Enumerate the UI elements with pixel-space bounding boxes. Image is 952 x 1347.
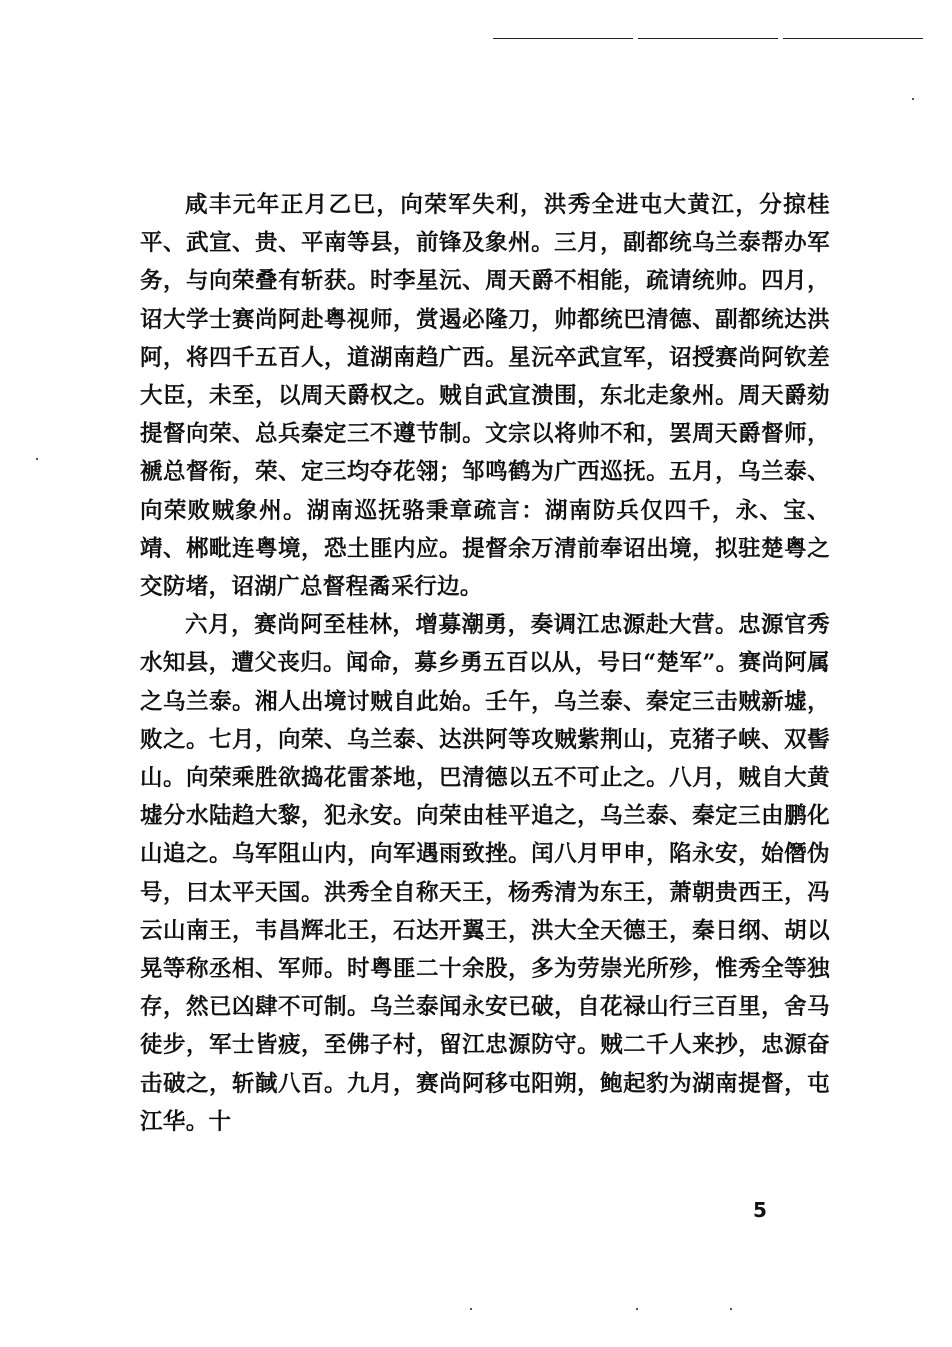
scan-speck [912,98,914,100]
header-rule-middle [638,38,778,39]
paragraph-1: 咸丰元年正月乙巳，向荣军失利，洪秀全进屯大黄江，分掠桂平、武宣、贵、平南等县，前锋及象州。三月，副都统乌兰泰帮办军务，与向荣叠有斩获。时李星沅、周天爵不相能，疏请统帅。四月，诏大学士赛尚阿赴粤视师，赏遏必隆刀，帅都统巴清德、副都统达洪阿，将四千五百人，道湖南趋广西。星沅卒武宣军，诏授赛尚阿钦差大臣，未至，以周天爵权之。贼自武宣溃围，东北走象州。周天爵劾提督向荣、总兵秦定三不遵节制。文宗以将帅不和，罢周天爵督师，褫总督衔，荣、定三均夺花翎；邹鸣鹤为广西巡抚。五月，乌兰泰、向荣败贼象州。湖南巡抚骆秉章疏言：湖南防兵仅四千，永、宝、靖、郴毗连粤境，恐土匪内应。提督余万清前奉诏出境，拟驻楚粤之交防堵，诏湖广总督程矞采行边。 [140,192,830,601]
page-number: 5 [753,1198,767,1222]
scan-speck [636,1308,638,1310]
scan-speck [470,1308,472,1310]
scan-speck [36,458,38,460]
header-rule-right [783,38,923,39]
body-text [140,186,830,1141]
paragraph-2: 六月，赛尚阿至桂林，增募潮勇，奏调江忠源赴大营。忠源官秀水知县，遭父丧归。闻命，募乡勇五百以从，号曰“楚军”。赛尚阿属之乌兰泰。湘人出境讨贼自此始。壬午，乌兰泰、秦定三击贼新墟，败之。七月，向荣、乌兰泰、达洪阿等攻贼紫荆山，克猪子峡、双髻山。向荣乘胜欲捣花雷茶地，巴清德以五不可止之。八月，贼自大黄墟分水陆趋大黎，犯永安。向荣由桂平追之，乌兰泰、秦定三由鹏化山追之。乌军阻山内，向军遇雨致挫。闰八月甲申，陷永安，始僭伪号，曰太平天国。洪秀全自称天王，杨秀清为东王，萧朝贵西王，冯云山南王，韦昌辉北王，石达开翼王，洪大全天德王，秦日纲、胡以晃等称丞相、军师。时粤匪二十余股，多为劳崇光所殄，惟秀全等独存，然已凶肆不可制。乌兰泰闻永安已破，自花禄山行三百里，舍马徒步，军士皆疲，至佛子村，留江忠源防守。贼二千人来抄，忠源奋击破之，斩馘八百。九月，赛尚阿移屯阳朔，鲍起豹为湖南提督，屯江华。十 [140,612,830,1135]
header-rule-left [493,38,633,39]
scan-speck [730,1308,732,1310]
